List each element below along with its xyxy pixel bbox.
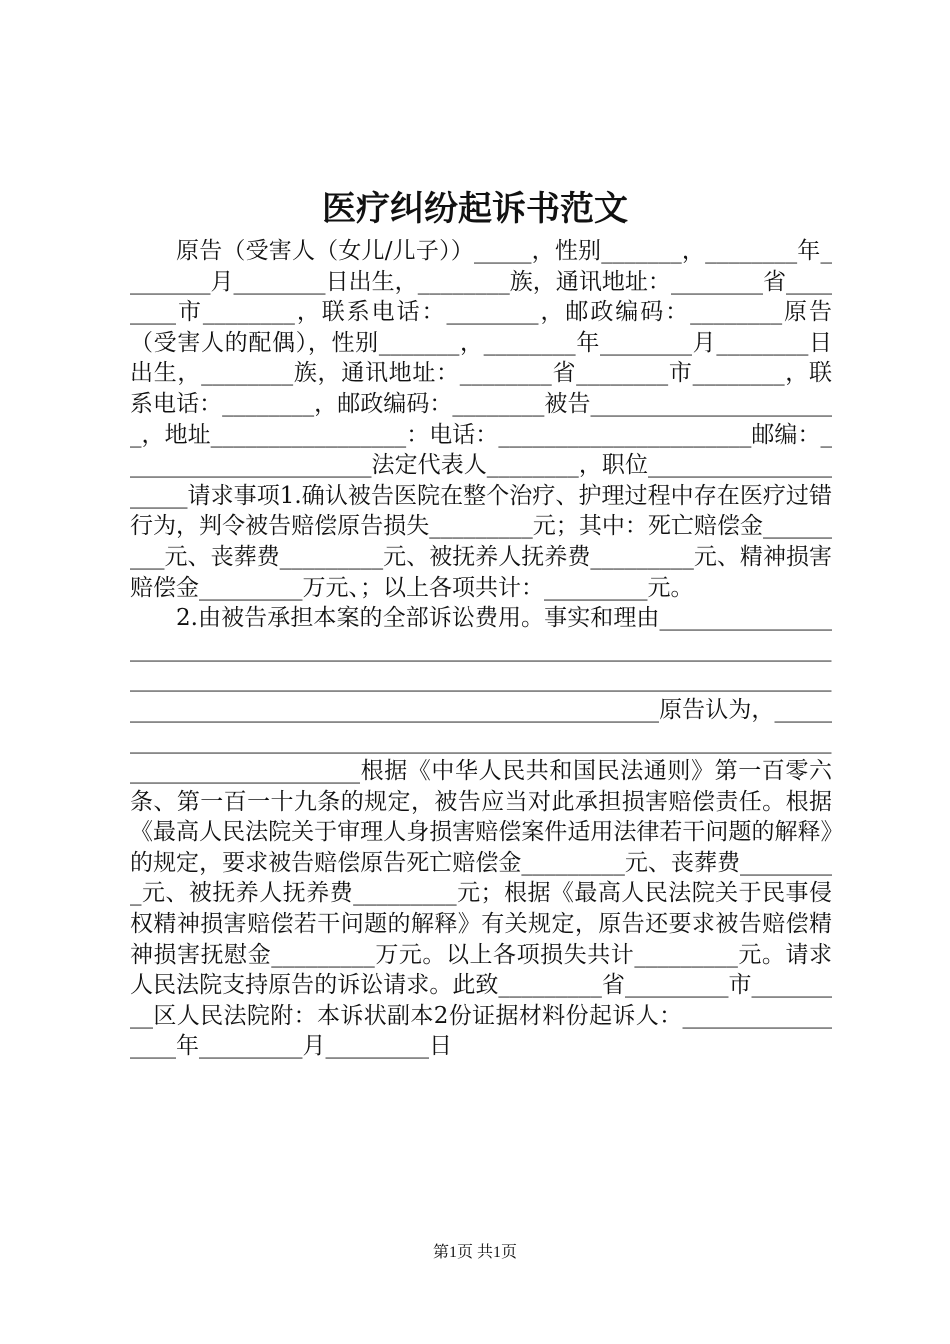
paragraph-plaintiff-defendant-claims: 原告（受害人（女儿/儿子））_____，性别_______，________年________月________日出生，________族，通讯地址：________省________市________，联系电话：________，邮政编码：________原告（受害人的配偶），性别_______，________年________月________日出生，________族，通讯地址：________省________市________，联系电话：________，邮政编码：________被告______________________，地址_________________：电话：______________________邮编：______________________法定代表人________，职位_____________________请求事项1.确认被告医院在整个治疗、护理过程中存在医疗过错行为，判令被告赔偿原告损失_________元；其中：死亡赔偿金_________元、丧葬费_________元、被抚养人抚养费_________元、精神损害赔偿金_________万元、；以上各项共计：_________元。 (130, 238, 832, 601)
document-body (130, 236, 832, 1062)
paragraph-facts-and-reasons: 2.由被告承担本案的全部诉讼费用。事实和理由_______________________________________________________________________________________________________________________________________________________________________________________原告认为，______________________________________________________________________________________根据《中华人民共和国民法通则》第一百零六条、第一百一十九条的规定，被告应当对此承担损害赔偿责任。根据《最高人民法院关于审理人身损害赔偿案件适用法律若干问题的解释》的规定，要求被告赔偿原告死亡赔偿金_________元、丧葬费_________元、被抚养人抚养费_________元；根据《最高人民法院关于民事侵权精神损害赔偿若干问题的解释》有关规定，原告还要求被告赔偿精神损害抚慰金_________万元。以上各项损失共计_________元。请求人民法院支持原告的诉讼请求。此致_________省_________市_________区人民法院附：本诉状副本2份证据材料份起诉人：_________________年_________月_________日 (130, 605, 832, 1060)
page-footer: 第1页 共1页 (432, 1244, 517, 1261)
document-title: 医疗纠纷起诉书范文 (322, 189, 628, 229)
